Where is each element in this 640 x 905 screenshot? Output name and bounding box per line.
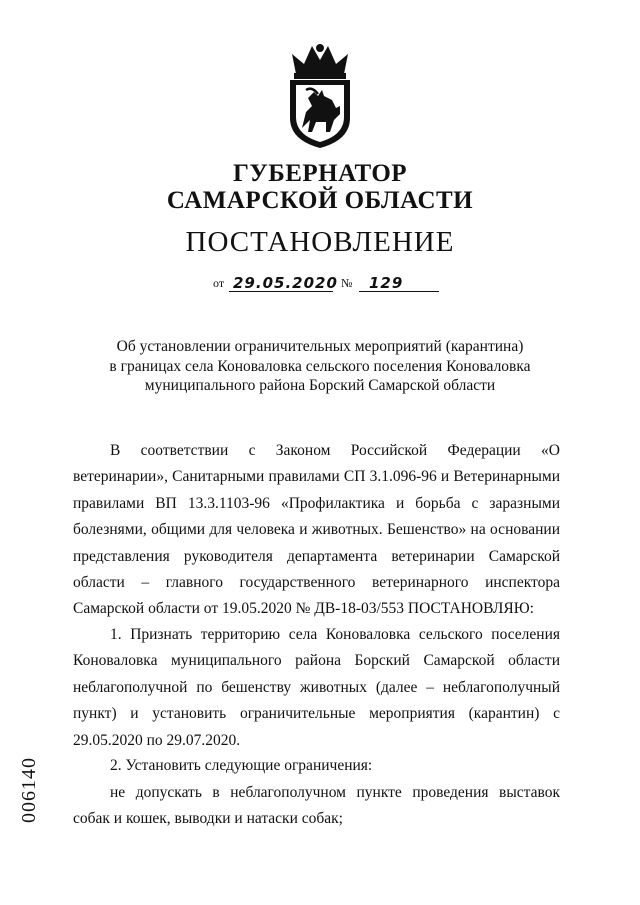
- subject-line-2: в границах села Коноваловка сельского поселения Коноваловка: [109, 357, 531, 375]
- body-paragraph-restriction: [73, 780, 560, 833]
- handwritten-number: 129: [369, 274, 404, 292]
- date-number-line: [213, 272, 443, 294]
- subject-line-1: Об установлении ограничительных мероприятий (карантина): [116, 338, 524, 355]
- paragraph-text: В соответствии с Законом Российской Федерации «О ветеринарии», Санитарными правилами СП 3.1.096-96 и Ветеринарными правилами ВП 13.3.1103-96 «Профилактика и борьба с заразными болезнями, общими для человека и животных. Бешенство» на основании представления руководителя департамента ветеринарии Самарской области – главного государственного ветеринарного инспектора Самарской области от 19.05.2020 № ДВ-18-03/553 ПОСТАНОВЛЯЮ:: [73, 442, 560, 618]
- handwritten-date: 29.05.2020: [233, 274, 338, 292]
- subject-line-3: муниципального района Борский Самарской области: [144, 377, 496, 394]
- document-subject: [60, 337, 580, 396]
- paragraph-text: не допускать в неблагополучном пункте проведения выставок собак и кошек, выводки и натаски собак;: [73, 784, 560, 828]
- region-title: САМАРСКОЙ ОБЛАСТИ: [166, 187, 474, 214]
- samara-coat-of-arms-icon: [278, 40, 362, 152]
- document-type: ПОСТАНОВЛЕНИЕ: [185, 226, 455, 258]
- body-paragraph-item-1: [73, 622, 560, 754]
- body-paragraph-item-2: [73, 753, 560, 779]
- date-prefix: от: [213, 276, 225, 290]
- margin-serial-number: 006140: [18, 757, 40, 823]
- body-paragraph-preamble: [73, 438, 560, 623]
- governor-title: ГУБЕРНАТОР: [232, 160, 408, 187]
- paragraph-text: 2. Установить следующие ограничения:: [110, 757, 373, 774]
- paragraph-text: 1. Признать территорию села Коноваловка сельского поселения Коноваловка муниципального района Борский Самарской области неблагополучной по бешенству животных (далее – неблагополучный пункт) и установить ограничительные мероприятия (карантин) с 29.05.2020 по 29.07.2020.: [73, 626, 560, 749]
- number-prefix: №: [341, 276, 353, 290]
